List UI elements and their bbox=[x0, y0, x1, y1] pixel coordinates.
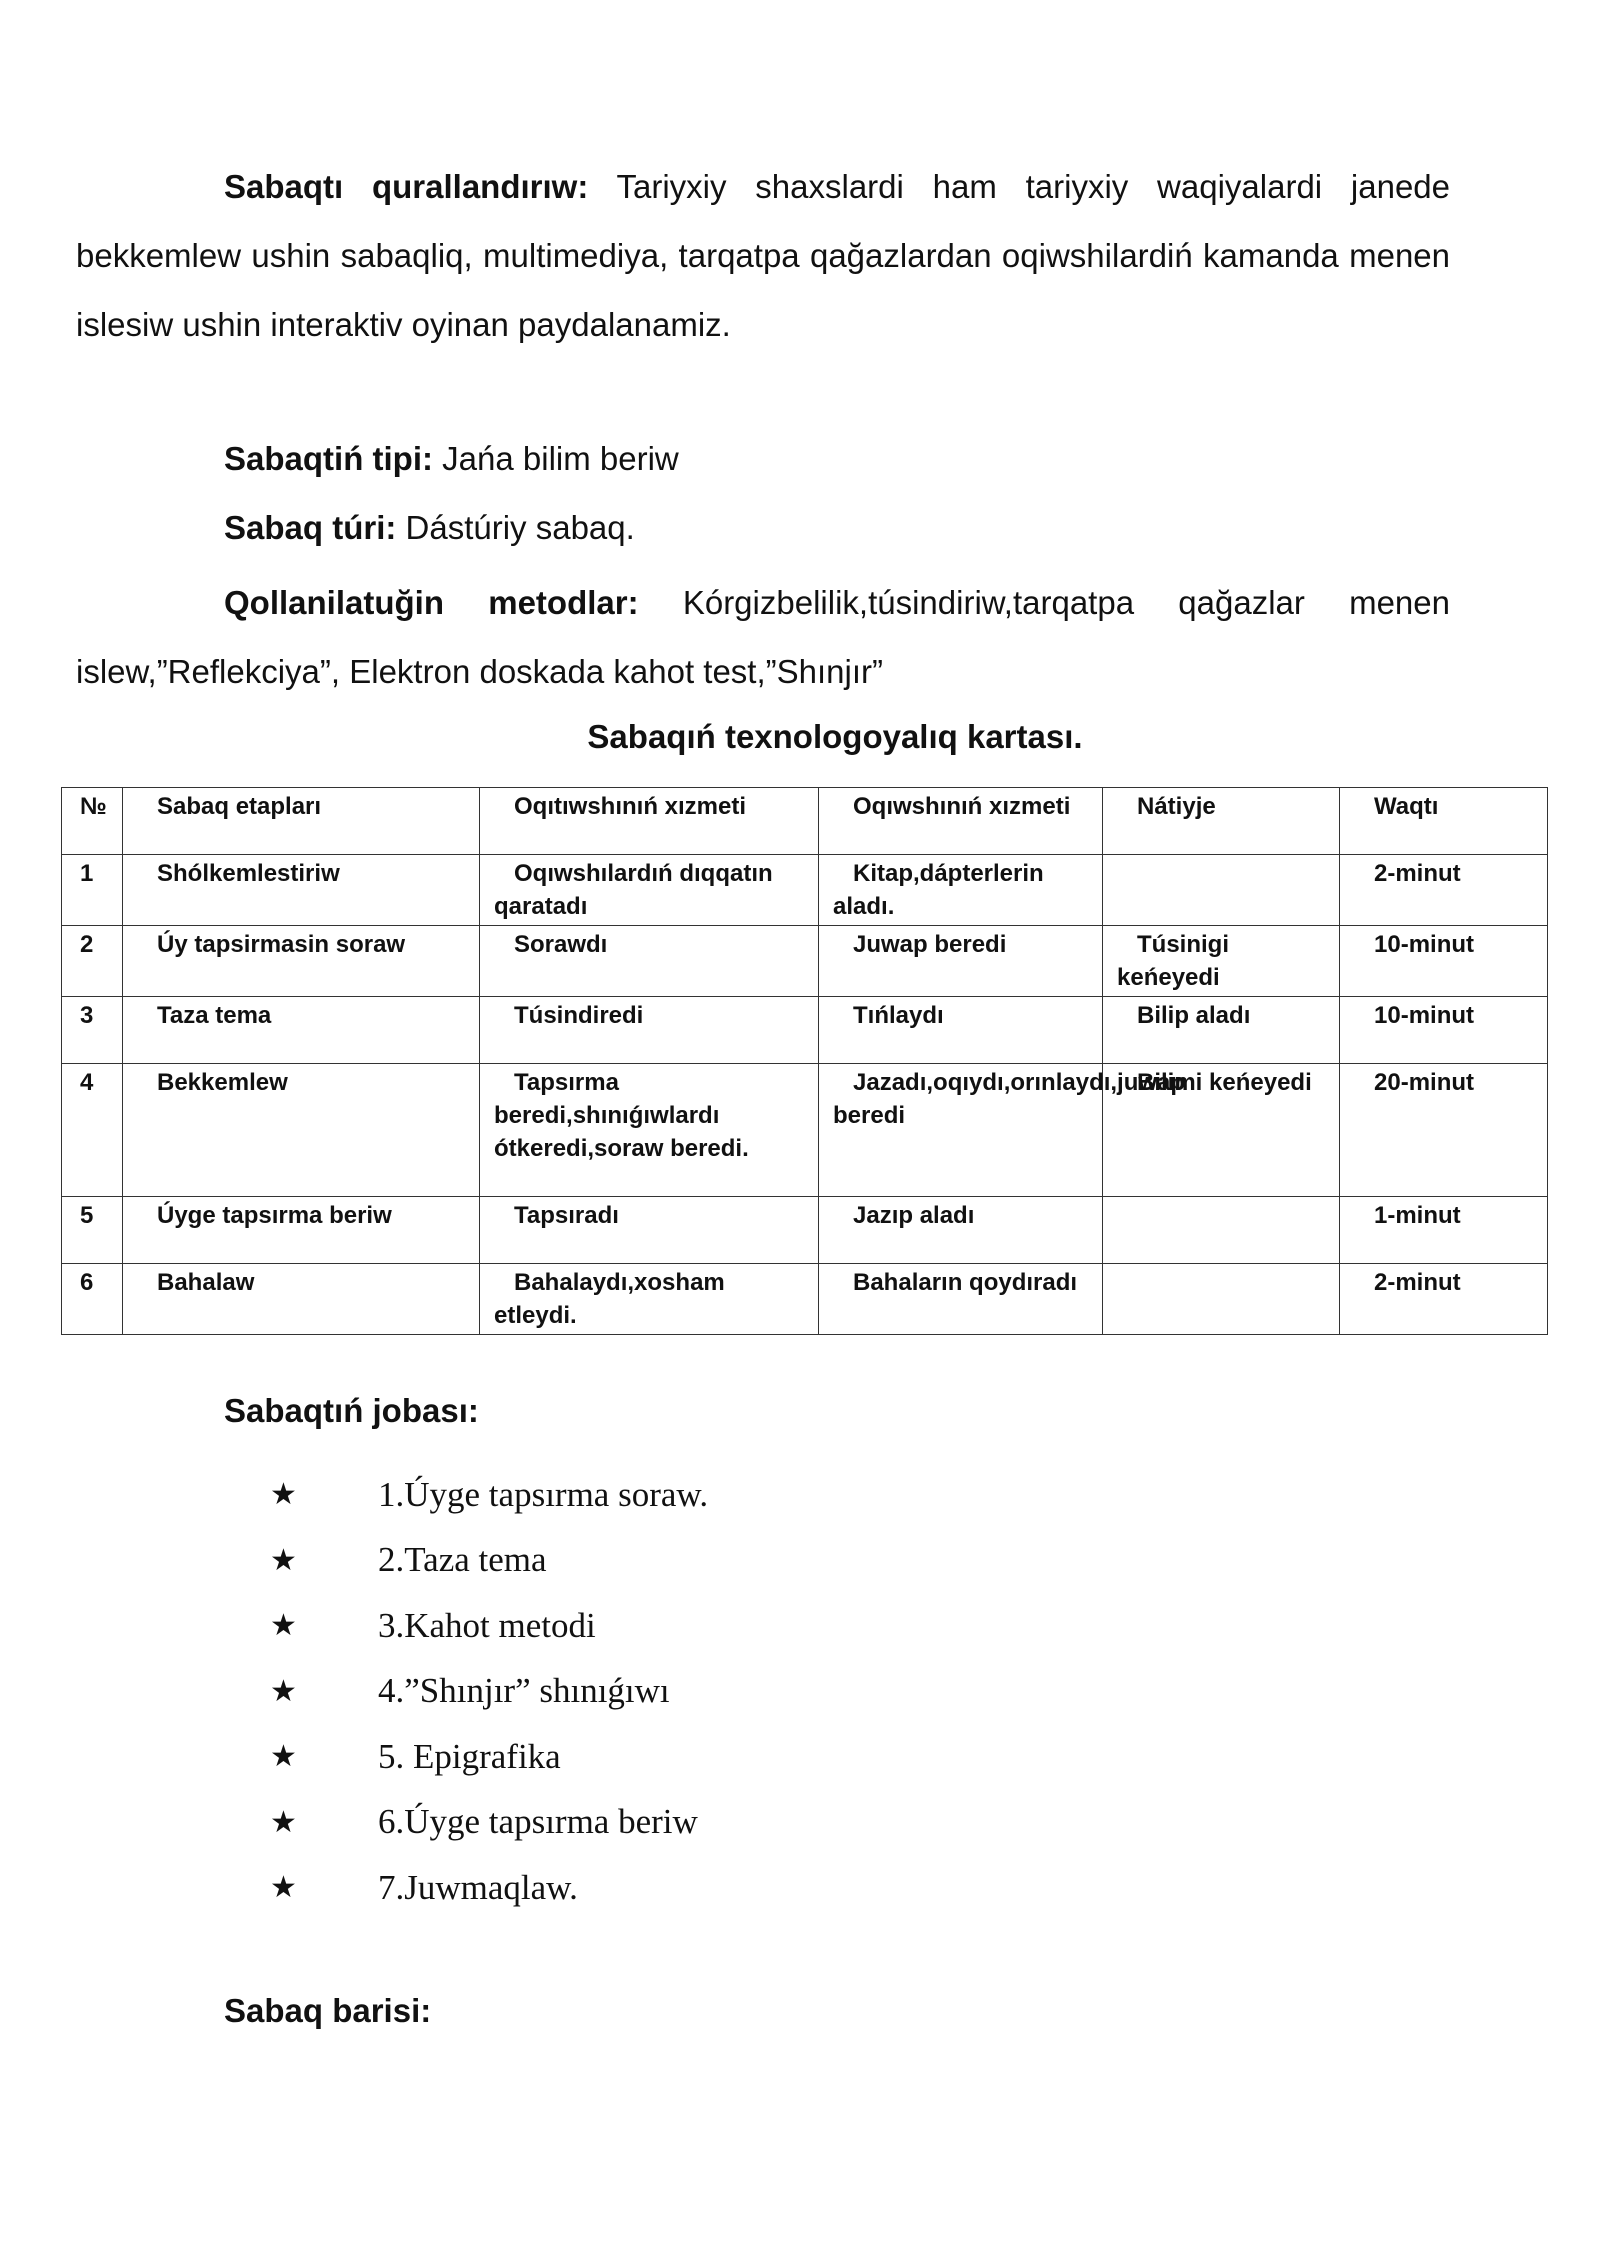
row-teacher: Túsindiredi bbox=[480, 997, 819, 1064]
table-header-row bbox=[62, 788, 1548, 855]
row-stage: Bahalaw bbox=[123, 1264, 480, 1335]
row-time: 10-minut bbox=[1340, 997, 1548, 1064]
row-result: Bilimi keńeyedi bbox=[1103, 1064, 1340, 1197]
row-teacher: Bahalaydı,xosham etleydi. bbox=[480, 1264, 819, 1335]
star-icon: ★ bbox=[270, 1739, 297, 1775]
intro-label: Sabaqtı qurallandırıw: bbox=[224, 168, 589, 205]
row-teacher: Tapsırma beredi,shınıǵıwlardı ótkeredi,soraw beredi. bbox=[480, 1064, 819, 1197]
row-result bbox=[1103, 1197, 1340, 1264]
row-teacher: Tapsıradı bbox=[480, 1197, 819, 1264]
header-number: № bbox=[62, 788, 123, 855]
plan-item-text: 3.Kahot metodi bbox=[378, 1605, 596, 1645]
methods-value: Kórgizbelilik,túsindiriw,tarqatpa qağazlar menen islew,”Reflekciya”, Elektron doskada kahot test,”Shınjır” bbox=[76, 584, 1450, 690]
row-student: Bahaların qoydıradı bbox=[819, 1264, 1103, 1335]
row-teacher: Sorawdı bbox=[480, 926, 819, 997]
methods-paragraph bbox=[76, 568, 1450, 706]
row-stage: Shólkemlestiriw bbox=[123, 855, 480, 926]
methods-label: Qollanilatuğin metodlar: bbox=[224, 584, 639, 621]
lesson-type-line bbox=[224, 440, 679, 478]
star-icon: ★ bbox=[270, 1673, 297, 1709]
plan-item-text: 5. Epigrafika bbox=[378, 1736, 561, 1776]
plan-item-text: 4.”Shınjır” shınıǵıwı bbox=[378, 1671, 670, 1711]
plan-title: Sabaqtıń jobası: bbox=[224, 1392, 479, 1429]
list-item bbox=[270, 1462, 708, 1528]
lesson-kind-line bbox=[224, 509, 635, 547]
row-stage: Taza tema bbox=[123, 997, 480, 1064]
row-student: Kitap,dápterlerin aladı. bbox=[819, 855, 1103, 926]
row-number: 2 bbox=[62, 926, 123, 997]
row-student: Tıńlaydı bbox=[819, 997, 1103, 1064]
row-result bbox=[1103, 1264, 1340, 1335]
star-icon: ★ bbox=[270, 1608, 297, 1644]
lesson-type-value: Jańa bilim beriw bbox=[433, 440, 679, 477]
plan-list bbox=[270, 1462, 708, 1921]
header-result: Nátiyje bbox=[1103, 788, 1340, 855]
list-item bbox=[270, 1855, 708, 1921]
row-student: Juwap beredi bbox=[819, 926, 1103, 997]
header-time: Waqtı bbox=[1340, 788, 1548, 855]
table-title: Sabaqıń texnologoyalıq kartası. bbox=[587, 718, 1083, 755]
list-item bbox=[270, 1593, 708, 1659]
list-item bbox=[270, 1528, 708, 1594]
row-time: 20-minut bbox=[1340, 1064, 1548, 1197]
row-number: 4 bbox=[62, 1064, 123, 1197]
header-student-role: Oqıwshınıń xızmeti bbox=[819, 788, 1103, 855]
row-number: 1 bbox=[62, 855, 123, 926]
row-time: 10-minut bbox=[1340, 926, 1548, 997]
table-row bbox=[62, 926, 1548, 997]
row-stage: Úyge tapsırma beriw bbox=[123, 1197, 480, 1264]
list-item bbox=[270, 1659, 708, 1725]
header-teacher-role: Oqıtıwshınıń xızmeti bbox=[480, 788, 819, 855]
row-stage: Bekkemlew bbox=[123, 1064, 480, 1197]
list-item bbox=[270, 1724, 708, 1790]
row-student: Jazıp aladı bbox=[819, 1197, 1103, 1264]
row-result: Túsinigi keńeyedi bbox=[1103, 926, 1340, 997]
plan-item-text: 1.Úyge tapsırma soraw. bbox=[378, 1474, 709, 1514]
lesson-kind-value: Dástúriy sabaq. bbox=[396, 509, 635, 546]
plan-item-text: 6.Úyge tapsırma beriw bbox=[378, 1802, 698, 1842]
table-row bbox=[62, 1064, 1548, 1197]
lesson-course-heading: Sabaq barisi: bbox=[224, 1992, 432, 2029]
table-row bbox=[62, 1264, 1548, 1335]
star-icon: ★ bbox=[270, 1542, 297, 1578]
lesson-type-label: Sabaqtiń tipi: bbox=[224, 440, 433, 477]
plan-item-text: 7.Juwmaqlaw. bbox=[378, 1867, 578, 1907]
row-student: Jazadı,oqıydı,orınlaydı,juwap beredi bbox=[819, 1064, 1103, 1197]
star-icon: ★ bbox=[270, 1477, 297, 1513]
table-row bbox=[62, 1197, 1548, 1264]
star-icon: ★ bbox=[270, 1804, 297, 1840]
table-row bbox=[62, 997, 1548, 1064]
lesson-kind-label: Sabaq túri: bbox=[224, 509, 397, 546]
technology-card-table bbox=[61, 787, 1548, 1335]
intro-paragraph bbox=[76, 152, 1450, 359]
row-stage: Úy tapsirmasin soraw bbox=[123, 926, 480, 997]
table-row bbox=[62, 855, 1548, 926]
row-result bbox=[1103, 855, 1340, 926]
intro-text: Tariyxiy shaxslardi ham tariyxiy waqiyalardi janede bekkemlew ushin sabaqliq, multimediya, tarqatpa qağazlardan oqiwshilardiń kamanda menen islesiw ushin interaktiv oyinan paydalanamiz. bbox=[76, 168, 1451, 343]
header-stages: Sabaq etapları bbox=[123, 788, 480, 855]
row-teacher: Oqıwshılardıń dıqqatın qaratadı bbox=[480, 855, 819, 926]
row-number: 3 bbox=[62, 997, 123, 1064]
row-number: 5 bbox=[62, 1197, 123, 1264]
row-time: 2-minut bbox=[1340, 855, 1548, 926]
list-item bbox=[270, 1790, 708, 1856]
plan-item-text: 2.Taza tema bbox=[378, 1540, 547, 1580]
row-time: 2-minut bbox=[1340, 1264, 1548, 1335]
row-number: 6 bbox=[62, 1264, 123, 1335]
row-time: 1-minut bbox=[1340, 1197, 1548, 1264]
row-result: Bilip aladı bbox=[1103, 997, 1340, 1064]
star-icon: ★ bbox=[270, 1870, 297, 1906]
